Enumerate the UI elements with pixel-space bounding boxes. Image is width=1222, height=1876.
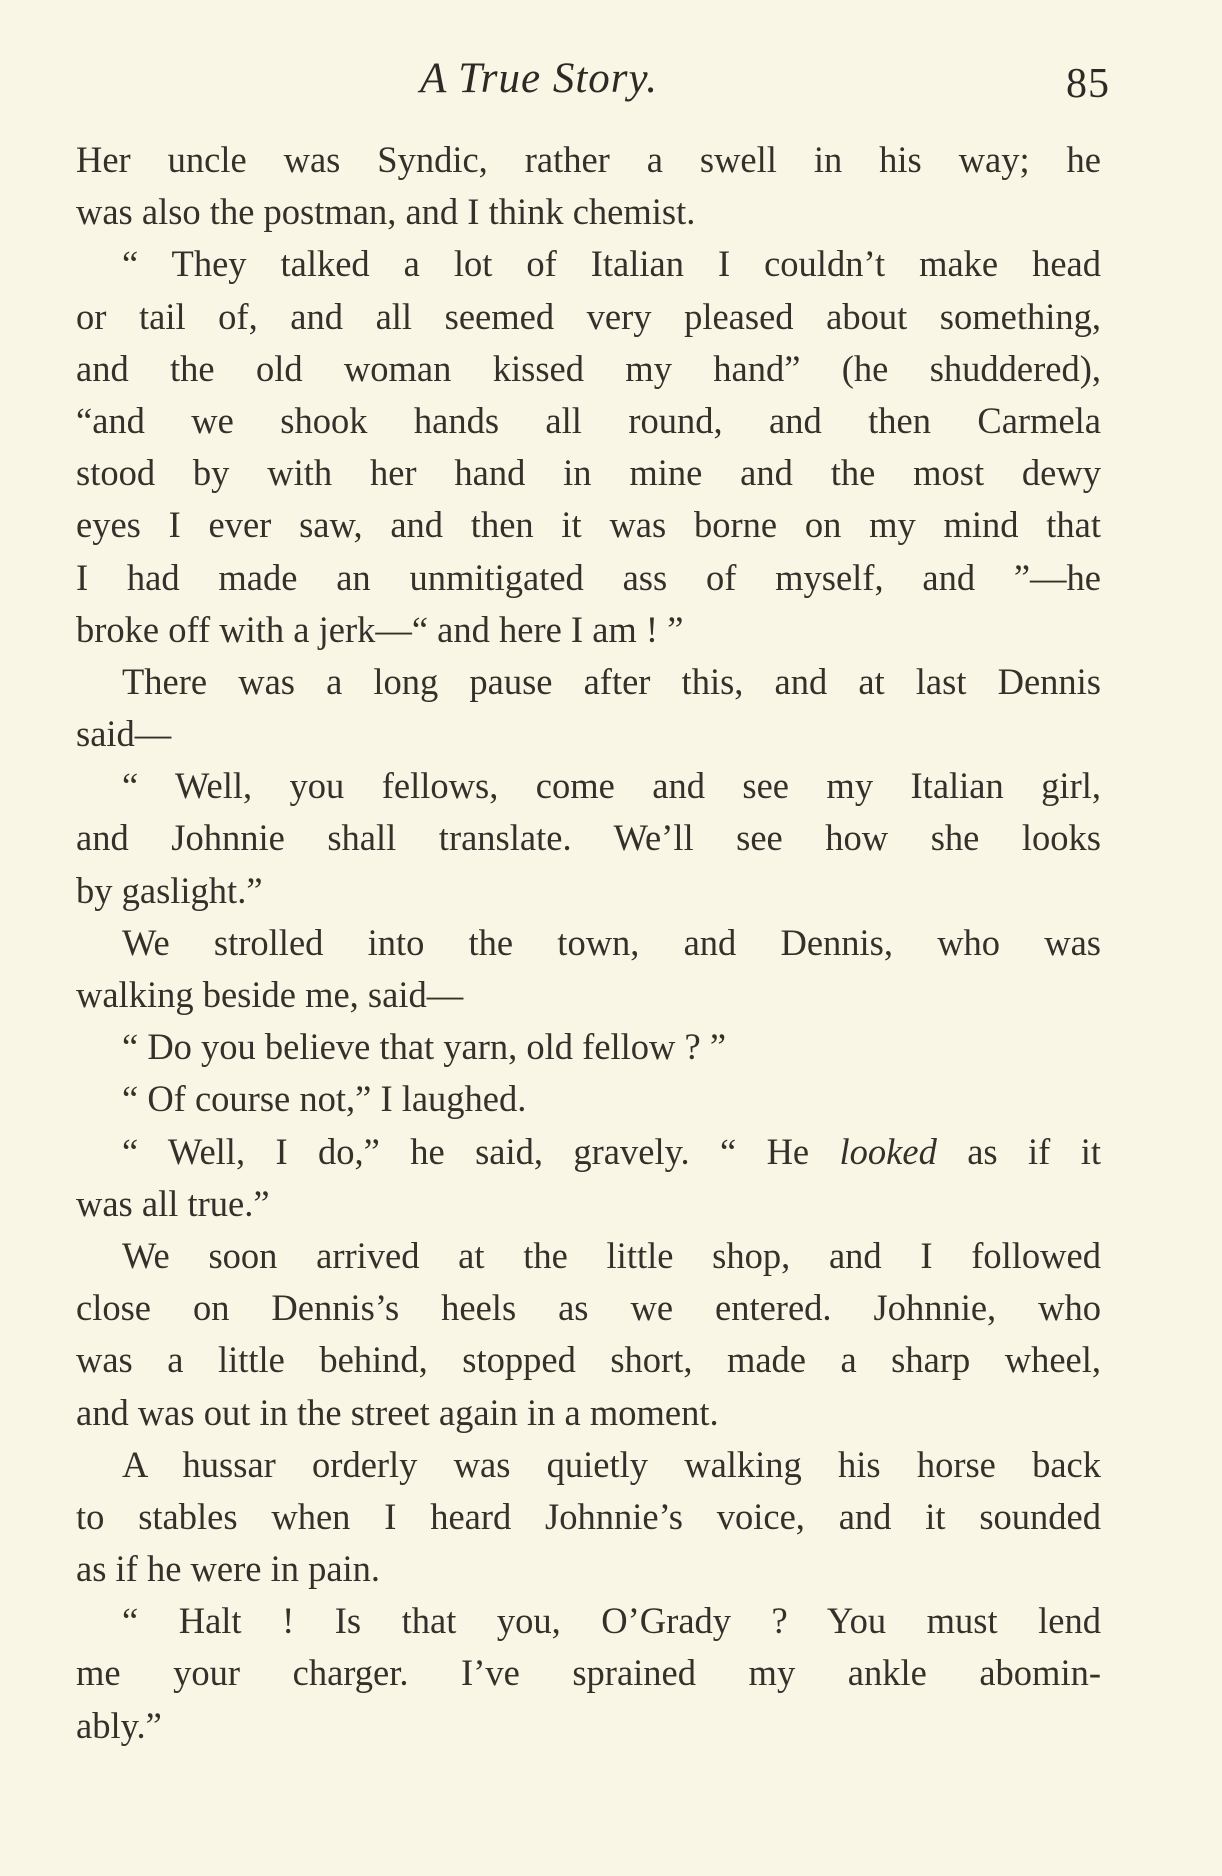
text-line: ably.” [76, 1704, 162, 1746]
text-line: I had made an unmitigated ass of myself, and ”—he [76, 556, 1101, 598]
text-line [76, 1126, 1101, 1178]
text-line: broke off with a jerk—“ and here I am ! ” [76, 608, 684, 650]
text-line: Her uncle was Syndic, rather a swell in his way; he [76, 139, 1101, 180]
text-line: We strolled into the town, and Dennis, who was [122, 921, 1101, 963]
text-segment: as if it [936, 1130, 1101, 1172]
text-line: eyes I ever saw, and then it was borne on my mind that [76, 504, 1101, 546]
text-line: or tail of, and all seemed very pleased about something, [76, 295, 1101, 337]
text-line: A hussar orderly was quietly walking his horse back [122, 1443, 1101, 1485]
text-line: was all true.” [76, 1182, 270, 1224]
body-text [76, 134, 1101, 1752]
text-line: stood by with her hand in mine and the most dewy [76, 452, 1101, 494]
text-line: and Johnnie shall translate. We’ll see how she looks [76, 817, 1101, 859]
text-line: me your charger. I’ve sprained my ankle abomin- [76, 1652, 1101, 1694]
text-line: “ Do you believe that yarn, old fellow ? ” [122, 1026, 727, 1068]
text-line: There was a long pause after this, and at last Dennis [122, 660, 1101, 702]
text-line: We soon arrived at the little shop, and I followed [122, 1234, 1101, 1276]
running-title: A True Story. [420, 55, 658, 102]
text-line: “ Of course not,” I laughed. [122, 1078, 527, 1120]
text-line: “ They talked a lot of Italian I couldn’t make head [122, 243, 1101, 285]
page-number: 85 [1066, 61, 1110, 107]
text-line: was a little behind, stopped short, made a sharp wheel, [76, 1339, 1101, 1381]
text-line: “and we shook hands all round, and then Carmela [76, 399, 1101, 441]
text-line: close on Dennis’s heels as we entered. Johnnie, who [76, 1287, 1101, 1329]
text-line: as if he were in pain. [76, 1548, 381, 1590]
text-line: and was out in the street again in a moment. [76, 1391, 719, 1433]
text-line: “ Halt ! Is that you, O’Grady ? You must lend [122, 1600, 1101, 1642]
text-line: said— [76, 713, 172, 755]
text-line: by gaslight.” [76, 869, 263, 911]
running-header [420, 54, 1110, 114]
text-segment: “ Well, I do,” he said, gravely. “ He [122, 1130, 840, 1172]
text-line: and the old woman kissed my hand” (he shuddered), [76, 347, 1101, 389]
italic-emphasis: looked [839, 1130, 937, 1172]
text-line: to stables when I heard Johnnie’s voice, and it sounded [76, 1495, 1101, 1537]
text-line: was also the postman, and I think chemist. [76, 191, 696, 233]
text-line: “ Well, you fellows, come and see my Italian girl, [122, 765, 1101, 807]
text-line: walking beside me, said— [76, 974, 464, 1015]
